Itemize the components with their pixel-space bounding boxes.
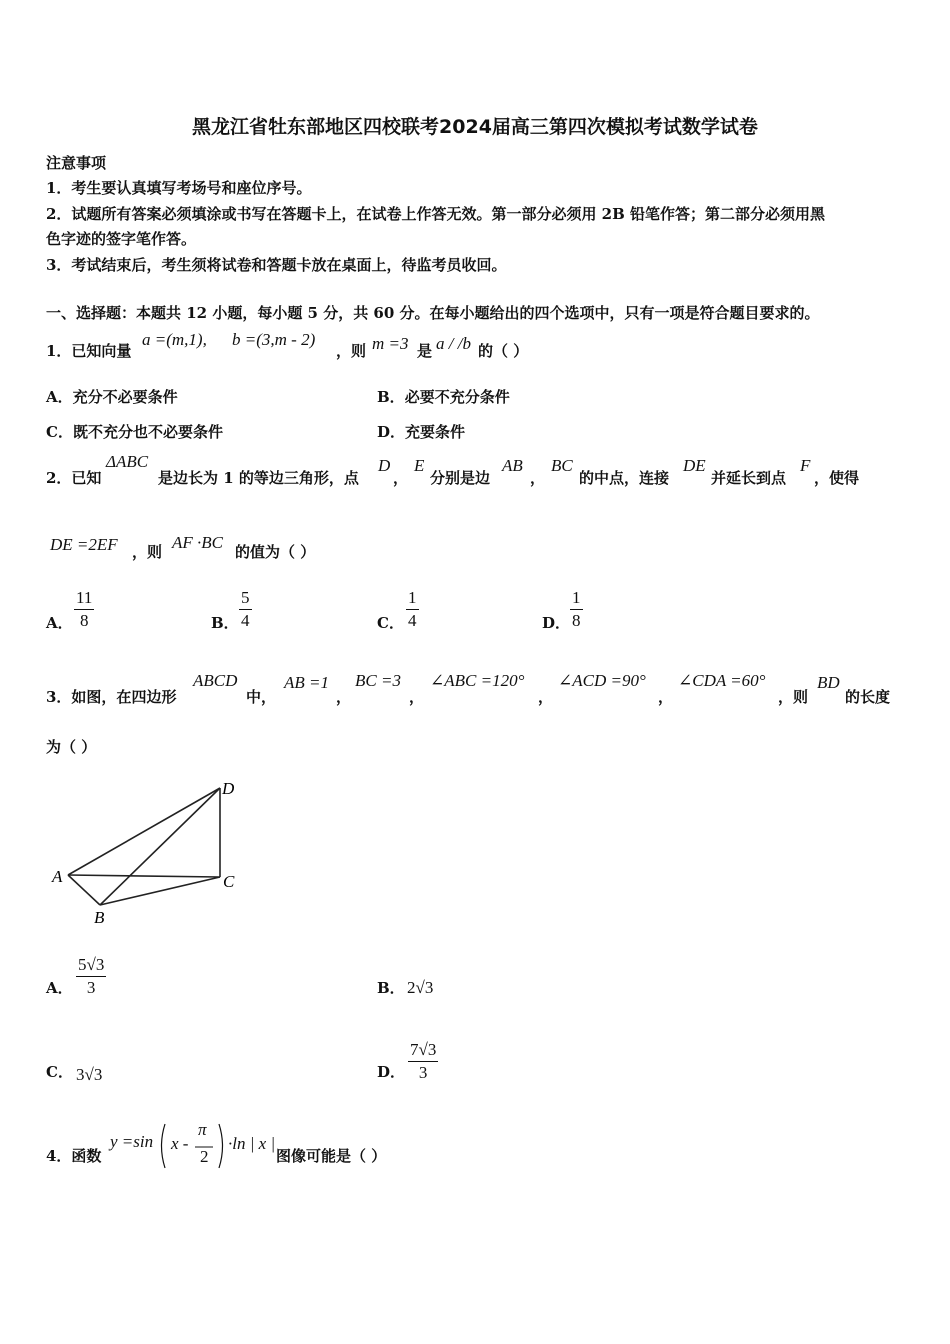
q2-triangle: ΔABC [106,452,149,471]
q3-text: 的长度 [845,688,891,706]
q4-function-sin: y =sin [110,1132,154,1151]
q2-option-b-fraction[interactable]: $\frac{5}{4}$ [241,588,250,630]
q2-option-a-fraction[interactable]: $\frac{11}{8}$ [76,588,93,630]
q2-side-ab: AB [502,456,523,475]
q2-side-bc: BC [551,456,573,475]
q1-vector-a: a =(m,1), [142,330,207,349]
segment-ac [68,875,220,877]
q3-condition-abc: ∠ABC =120° [430,671,525,690]
label-d: D [222,779,235,798]
q3-option-b-value[interactable]: 2√3 [407,978,434,997]
q3-condition-cda: ∠CDA =60° [678,671,766,690]
page-title: 黑龙江省牡东部地区四校联考2024届高三第四次模拟考试数学试卷 [192,116,758,138]
q4-pi: π [198,1120,207,1139]
label-a: A [52,867,63,886]
notice-item: 2．试题所有答案必须填涂或书写在答题卡上，在试卷上作答无效。第一部分必须用 2B 铅笔作答；第二部分必须用黑 [46,205,826,223]
q2-segment-de: DE [683,456,706,475]
segment-ab [68,875,100,905]
q1-stem: 1．已知向量 [46,342,132,360]
segment-bc [100,877,220,905]
q2-option-d-fraction[interactable]: $\frac{1}{8}$ [572,588,581,630]
notice-item: 色字迹的签字笔作答。 [46,230,197,248]
q3-sep: ， [409,688,425,706]
q3-option-c-label[interactable]: C． [46,1063,73,1081]
q1-parallel: a / /b [436,334,471,353]
q3-sep: ， [538,688,554,706]
notice-item: 1．考生要认真填写考场号和座位序号。 [46,179,312,197]
q3-sep: ， [658,688,674,706]
q1-option-c[interactable]: C．既不充分也不必要条件 [46,423,223,441]
q4-function-ln: ·ln | x | [228,1134,276,1153]
q2-text: 是边长为 1 的等边三角形，点 [158,469,359,487]
q3-option-a-fraction[interactable]: $\frac{5√3}{3}$ [78,955,105,997]
q3-option-c-value[interactable]: 3√3 [76,1065,103,1084]
q1-vector-b: b =(3,m - 2) [232,330,316,349]
q4-paren-group [157,1120,227,1172]
q3-quadrilateral: ABCD [193,671,238,690]
q2-equation: DE =2EF [50,535,118,554]
q3-text: 为（ ） [46,738,97,756]
q1-text: 是 [417,342,433,360]
q2-text: 的中点，连接 [579,469,670,487]
q1-option-d[interactable]: D．充要条件 [377,423,466,441]
q2-dot-product: AF ·BC [172,533,223,552]
q3-segment-bd: BD [817,673,840,692]
q1-option-a[interactable]: A．充分不必要条件 [46,388,178,406]
q3-option-a-label[interactable]: A． [46,979,73,997]
q3-condition-acd: ∠ACD =90° [558,671,646,690]
q4-text: 图像可能是（ ） [276,1147,387,1165]
q2-option-b-label[interactable]: B． [211,614,239,632]
q2-option-c-fraction[interactable]: $\frac{1}{4}$ [408,588,417,630]
notice-heading: 注意事项 [46,154,107,172]
section-heading: 一、选择题：本题共 12 小题，每小题 5 分，共 60 分。在每小题给出的四个选项中，只有一项是符合题目要求的。 [46,304,820,322]
q1-text: 的（ ） [478,342,529,360]
q3-sep: ， [336,688,352,706]
q1-text: ，则 [336,342,367,360]
q3-option-d-fraction[interactable]: $\frac{7√3}{3}$ [410,1040,437,1082]
left-paren [162,1124,166,1168]
q4-stem: 4．函数 [46,1147,102,1165]
q3-condition-bc: BC =3 [355,671,401,690]
q3-stem: 3．如图，在四边形 [46,688,177,706]
q2-text: 并延长到点 [711,469,787,487]
q2-point-e: E [414,456,425,475]
q3-option-b-label[interactable]: B． [377,979,405,997]
q2-text: ， [530,469,546,487]
right-paren [219,1124,223,1168]
q4-two: 2 [200,1147,209,1166]
q2-text: ， [393,469,409,487]
q3-option-d-label[interactable]: D． [377,1063,406,1081]
label-c: C [223,872,235,891]
q2-text: ，则 [132,543,163,561]
q3-text: 中， [246,688,277,706]
q2-stem: 2．已知 [46,469,102,487]
label-b: B [94,908,105,927]
q2-text: 的值为（ ） [235,543,316,561]
q3-figure [50,775,250,930]
q3-condition-ab: AB =1 [284,673,329,692]
q1-condition: m =3 [372,334,409,353]
q3-text: ，则 [778,688,809,706]
q2-option-c-label[interactable]: C． [377,614,404,632]
q2-text: ，使得 [814,469,860,487]
q2-text: 分别是边 [430,469,491,487]
q1-option-b[interactable]: B．必要不充分条件 [377,388,510,406]
notice-item: 3．考试结束后，考生须将试卷和答题卡放在桌面上，待监考员收回。 [46,256,507,274]
q2-option-d-label[interactable]: D． [542,614,571,632]
q2-point-d: D [378,456,391,475]
q2-point-f: F [800,456,811,475]
q2-option-a-label[interactable]: A． [46,614,73,632]
q4-x-minus: x - [171,1134,189,1153]
